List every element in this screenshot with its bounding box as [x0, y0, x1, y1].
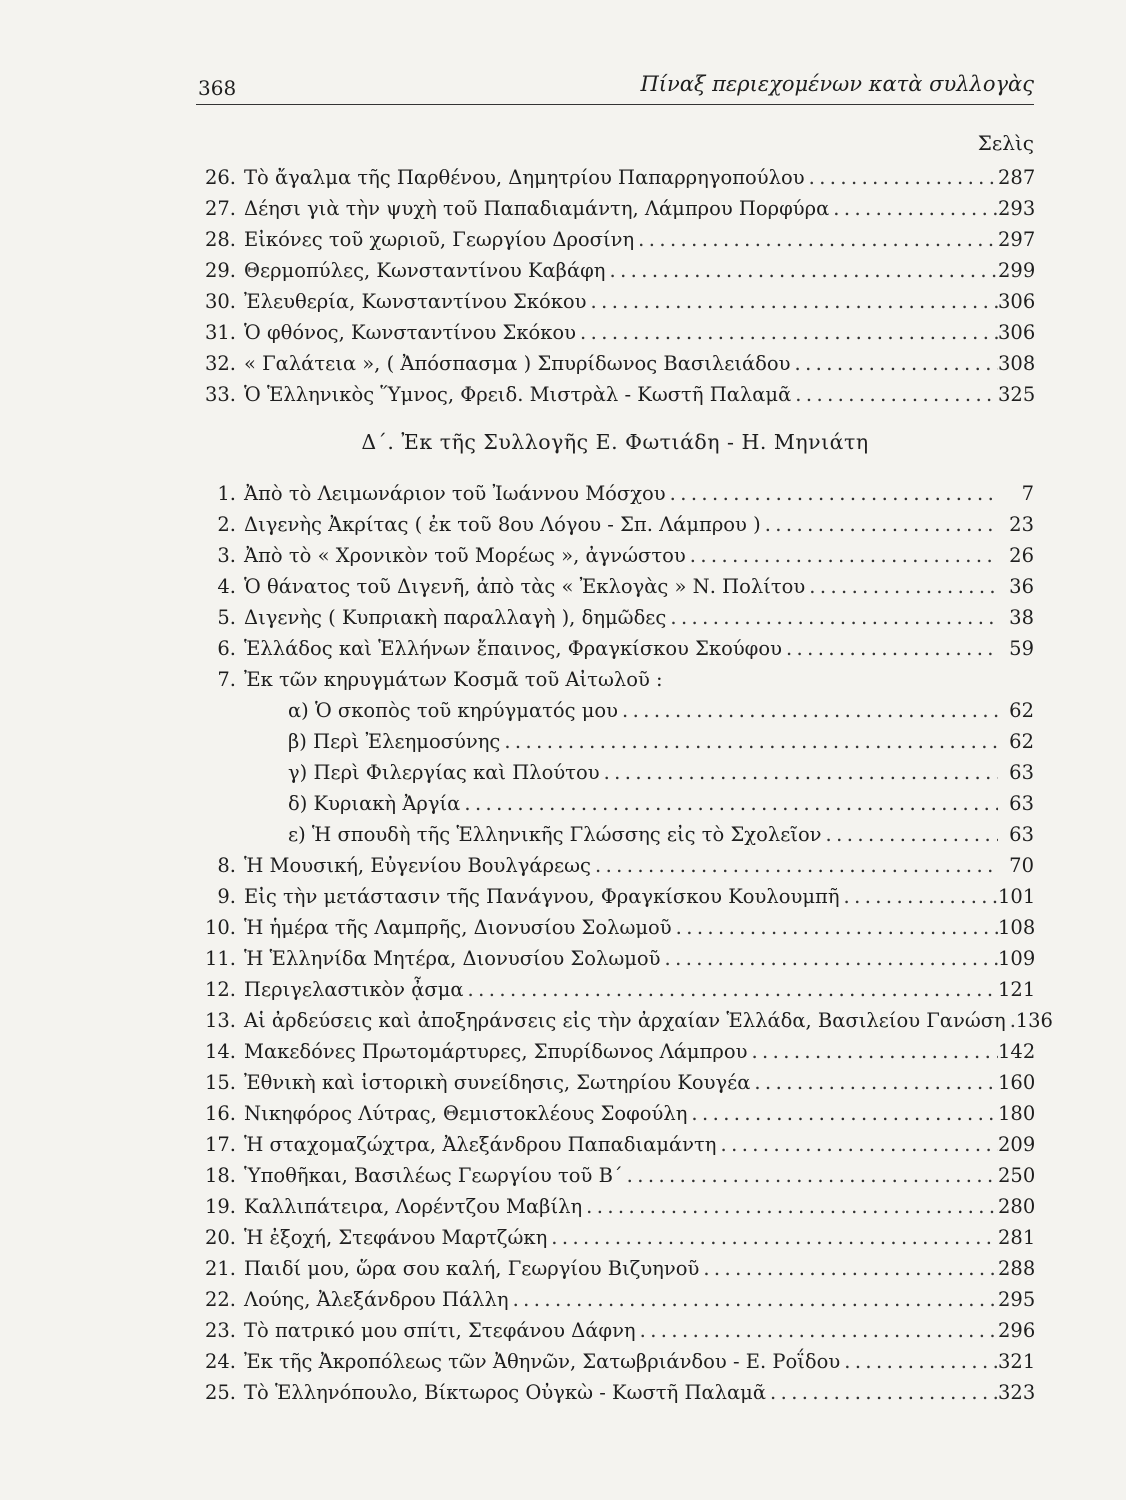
- entry-page: 121: [998, 978, 1036, 1001]
- toc-entry: [196, 1040, 1034, 1071]
- entry-title: Ἑλλάδος καὶ Ἑλλήνων ἔπαινος, Φραγκίσκου Σκούφου: [244, 637, 782, 660]
- entry-title: Θερμοπύλες, Κωνσταντίνου Καβάφη: [244, 259, 606, 282]
- entry-number: 23.: [204, 1319, 236, 1342]
- entry-number: 1.: [217, 482, 236, 505]
- header-rule: [196, 104, 1034, 105]
- dot-leader: [822, 823, 998, 846]
- dot-leader: [591, 854, 998, 877]
- toc-entry: [196, 885, 1034, 916]
- entry-title: Νικηφόρος Λύτρας, Θεμιστοκλέους Σοφούλη: [244, 1102, 688, 1125]
- entry-title: Λούης, Ἀλεξάνδρου Πάλλη: [244, 1288, 509, 1311]
- dot-leader: [686, 544, 998, 567]
- dot-leader: [618, 699, 998, 722]
- entry-page: 26: [1009, 544, 1034, 567]
- dot-leader: [587, 290, 999, 313]
- dot-leader: [623, 1164, 998, 1187]
- entry-title: Ἀπὸ τὸ Λειμωνάριον τοῦ Ἰωάννου Μόσχου: [244, 482, 666, 505]
- toc-entry: [196, 1102, 1034, 1133]
- toc-entry: [196, 606, 1034, 637]
- entry-page: 63: [1009, 792, 1034, 815]
- entry-title: Ὁ φθόνος, Κωνσταντίνου Σκόκου: [244, 321, 577, 344]
- toc-entry: [196, 1071, 1034, 1102]
- toc-entry: [196, 637, 1034, 668]
- entry-page: 306: [998, 321, 1036, 344]
- page-column-label: Σελὶς: [977, 131, 1034, 155]
- entry-page: 297: [998, 228, 1036, 251]
- section-heading: Δ΄. Ἐκ τῆς Συλλογῆς Ε. Φωτιάδη - Η. Μηνιάτη: [361, 430, 869, 454]
- entry-number: 10.: [204, 916, 236, 939]
- entry-title: Εἰς τὴν μετάστασιν τῆς Πανάγνου, Φραγκίσκου Κουλουμπῆ: [244, 885, 840, 908]
- toc-entry: [196, 823, 1034, 854]
- entry-page: 287: [998, 166, 1036, 189]
- entry-number: 30.: [204, 290, 236, 313]
- entry-number: 33.: [204, 383, 236, 406]
- entry-number: 15.: [204, 1071, 236, 1094]
- page-number: 368: [198, 76, 237, 100]
- entry-number: 9.: [217, 885, 236, 908]
- dot-leader: [547, 1226, 998, 1249]
- entry-title: Διγενὴς Ἀκρίτας ( ἐκ τοῦ 8ου Λόγου - Σπ. Λάμπρου ): [244, 513, 761, 536]
- entry-title: Τὸ Ἑλληνόπουλο, Βίκτωρος Οὐγκὼ - Κωστῆ Παλαμᾶ: [244, 1381, 766, 1404]
- dot-leader: [699, 1257, 998, 1280]
- entry-number: 20.: [204, 1226, 236, 1249]
- toc-list-previous: [196, 166, 1034, 414]
- dot-leader: [605, 259, 998, 282]
- entry-number: 7.: [217, 668, 236, 691]
- running-title: Πίναξ περιεχομένων κατὰ συλλογὰς: [640, 72, 1034, 96]
- entry-page: 306: [998, 290, 1036, 313]
- entry-number: 27.: [204, 197, 236, 220]
- entry-title: Ὁ θάνατος τοῦ Διγενῆ, ἀπὸ τὰς « Ἐκλογὰς » Ν. Πολίτου: [244, 575, 806, 598]
- dot-leader: [750, 1071, 998, 1094]
- toc-entry: [196, 854, 1034, 885]
- dot-leader: [840, 885, 998, 908]
- dot-leader: [766, 1381, 998, 1404]
- dot-leader: [582, 1195, 998, 1218]
- entry-page: 63: [1009, 761, 1034, 784]
- entry-page: 180: [998, 1102, 1036, 1125]
- entry-number: 4.: [217, 575, 236, 598]
- entry-title: α) Ὁ σκοπὸς τοῦ κηρύγματός μου: [288, 699, 619, 722]
- toc-entry: [196, 978, 1034, 1009]
- dot-leader: [829, 197, 998, 220]
- entry-title: Δέησι γιὰ τὴν ψυχὴ τοῦ Παπαδιαμάντη, Λάμπρου Πορφύρα: [244, 197, 830, 220]
- entry-title: Μακεδόνες Πρωτομάρτυρες, Σπυρίδωνος Λάμπρου: [244, 1040, 748, 1063]
- entry-number: 28.: [204, 228, 236, 251]
- dot-leader: [600, 761, 998, 784]
- toc-entry: [196, 1009, 1053, 1040]
- entry-page: 323: [998, 1381, 1036, 1404]
- dot-leader: [464, 978, 998, 1001]
- toc-entry: [196, 1133, 1034, 1164]
- dot-leader: [761, 513, 998, 536]
- entry-page: 63: [1009, 823, 1034, 846]
- toc-entry: [196, 352, 1034, 383]
- entry-title: Ὁ Ἑλληνικὸς Ὕμνος, Φρειδ. Μιστρὰλ - Κωστῆ Παλαμᾶ: [244, 383, 792, 406]
- dot-leader: [634, 228, 998, 251]
- entry-page: 293: [998, 197, 1036, 220]
- entry-page: 280: [998, 1195, 1036, 1218]
- entry-page: 160: [998, 1071, 1036, 1094]
- entry-page: 108: [998, 916, 1036, 939]
- entry-number: 25.: [204, 1381, 236, 1404]
- entry-number: 26.: [204, 166, 236, 189]
- toc-entry: [196, 513, 1034, 544]
- dot-leader: [666, 606, 998, 629]
- dot-leader: [782, 637, 998, 660]
- entry-number: 14.: [204, 1040, 236, 1063]
- entry-number: 18.: [204, 1164, 236, 1187]
- entry-title: Ἡ Ἑλληνίδα Μητέρα, Διονυσίου Σολωμοῦ: [244, 947, 661, 970]
- toc-entry: [196, 699, 1034, 730]
- toc-entry: [196, 575, 1034, 606]
- entry-page: 321: [998, 1350, 1036, 1373]
- toc-entry: [196, 1288, 1034, 1319]
- entry-page: 142: [998, 1040, 1036, 1063]
- entry-title: Ἐθνικὴ καὶ ἱστορικὴ συνείδησις, Σωτηρίου Κουγέα: [244, 1071, 751, 1094]
- entry-title: Εἰκόνες τοῦ χωριοῦ, Γεωργίου Δροσίνη: [244, 228, 635, 251]
- entry-number: 8.: [217, 854, 236, 877]
- entry-page: 325: [998, 383, 1036, 406]
- entry-page: 136: [1015, 1009, 1053, 1032]
- dot-leader: [791, 383, 998, 406]
- toc-entry: [196, 947, 1034, 978]
- entry-number: 13.: [204, 1009, 236, 1032]
- entry-page: 70: [1009, 854, 1034, 877]
- entry-title: Ἡ ἐξοχή, Στεφάνου Μαρτζώκη: [244, 1226, 548, 1249]
- entry-number: 5.: [217, 606, 236, 629]
- toc-entry: [196, 1319, 1034, 1350]
- entry-number: 29.: [204, 259, 236, 282]
- entry-number: 2.: [217, 513, 236, 536]
- entry-number: 17.: [204, 1133, 236, 1156]
- entry-title: δ) Κυριακὴ Ἀργία: [288, 792, 461, 815]
- dot-leader: [576, 321, 998, 344]
- entry-page: 296: [998, 1319, 1036, 1342]
- entry-page: 62: [1009, 730, 1034, 753]
- entry-page: 23: [1009, 513, 1034, 536]
- dot-leader: [500, 730, 998, 753]
- entry-page: 7: [1021, 482, 1034, 505]
- toc-entry: [196, 290, 1034, 321]
- entry-number: 12.: [204, 978, 236, 1001]
- entry-number: 6.: [217, 637, 236, 660]
- toc-entry: [196, 1226, 1034, 1257]
- dot-leader: [805, 166, 998, 189]
- dot-leader: [840, 1350, 998, 1373]
- entry-number: 21.: [204, 1257, 236, 1280]
- entry-page: 308: [998, 352, 1036, 375]
- toc-entry: [196, 259, 1034, 290]
- entry-title: Διγενὴς ( Κυπριακὴ παραλλαγὴ ), δημῶδες: [244, 606, 667, 629]
- toc-entry: [196, 482, 1034, 513]
- toc-entry: [196, 544, 1034, 575]
- entry-title: Αἱ ἀρδεύσεις καὶ ἀποξηράνσεις εἰς τὴν ἀρχαίαν Ἑλλάδα, Βασιλείου Γανώση: [244, 1009, 1006, 1032]
- dot-leader: [790, 352, 998, 375]
- entry-number: 22.: [204, 1288, 236, 1311]
- entry-page: 59: [1009, 637, 1034, 660]
- entry-title: ε) Ἡ σπουδὴ τῆς Ἑλληνικῆς Γλώσσης εἰς τὸ Σχολεῖον: [288, 823, 822, 846]
- toc-entry: [196, 197, 1034, 228]
- entry-number: 32.: [204, 352, 236, 375]
- entry-number: 16.: [204, 1102, 236, 1125]
- toc-entry: [196, 321, 1034, 352]
- toc-entry: [196, 166, 1034, 197]
- dot-leader: [672, 916, 998, 939]
- entry-page: 288: [998, 1257, 1036, 1280]
- entry-title: Τὸ πατρικό μου σπίτι, Στεφάνου Δάφνη: [244, 1319, 636, 1342]
- entry-title: Ἡ Μουσική, Εὐγενίου Βουλγάρεως: [244, 854, 591, 877]
- entry-title: Ἐκ τῆς Ἀκροπόλεως τῶν Ἀθηνῶν, Σατωβριάνδου - Ε. Ροΐδου: [244, 1350, 841, 1373]
- dot-leader: [747, 1040, 998, 1063]
- entry-page: 109: [998, 947, 1036, 970]
- entry-title: Ἐκ τῶν κηρυγμάτων Κοσμᾶ τοῦ Αἰτωλοῦ :: [244, 668, 663, 691]
- entry-title: Ἡ ἡμέρα τῆς Λαμπρῆς, Διονυσίου Σολωμοῦ: [244, 916, 672, 939]
- entry-page: 250: [998, 1164, 1036, 1187]
- toc-entry: [196, 228, 1034, 259]
- dot-leader: [717, 1133, 999, 1156]
- entry-page: 295: [998, 1288, 1036, 1311]
- entry-title: Παιδί μου, ὥρα σου καλή, Γεωργίου Βιζυηνοῦ: [244, 1257, 700, 1280]
- entry-number: 24.: [204, 1350, 236, 1373]
- dot-leader: [805, 575, 998, 598]
- entry-title: Ἐλευθερία, Κωνσταντίνου Σκόκου: [244, 290, 587, 313]
- toc-entry: [196, 1381, 1034, 1412]
- toc-entry: [196, 1350, 1034, 1381]
- entry-number: 31.: [204, 321, 236, 344]
- dot-leader: [687, 1102, 998, 1125]
- toc-entry: [196, 1195, 1034, 1226]
- entry-page: 299: [998, 259, 1036, 282]
- toc-entry: [196, 792, 1034, 823]
- entry-page: 36: [1009, 575, 1034, 598]
- entry-title: Ἡ σταχομαζώχτρα, Ἀλεξάνδρου Παπαδιαμάντη: [244, 1133, 717, 1156]
- entry-page: 209: [998, 1133, 1036, 1156]
- dot-leader: [460, 792, 998, 815]
- entry-number: 3.: [217, 544, 236, 567]
- toc-entry: [196, 1164, 1034, 1195]
- entry-number: 19.: [204, 1195, 236, 1218]
- entry-title: Καλλιπάτειρα, Λορέντζου Μαβίλη: [244, 1195, 583, 1218]
- entry-title: Περιγελαστικὸν ᾆσμα: [244, 978, 464, 1001]
- dot-leader: [1006, 1009, 1016, 1032]
- entry-page: 62: [1009, 699, 1034, 722]
- entry-page: 38: [1009, 606, 1034, 629]
- toc-entry: [196, 1257, 1034, 1288]
- entry-page: 281: [998, 1226, 1036, 1249]
- entry-title: « Γαλάτεια », ( Ἀπόσπασμα ) Σπυρίδωνος Βασιλειάδου: [244, 352, 791, 375]
- toc-entry: [196, 668, 1034, 699]
- entry-page: 101: [998, 885, 1036, 908]
- dot-leader: [509, 1288, 998, 1311]
- entry-number: 11.: [204, 947, 236, 970]
- toc-list-section: [196, 482, 1053, 1412]
- toc-entry: [196, 916, 1034, 947]
- toc-entry: [196, 761, 1034, 792]
- dot-leader: [636, 1319, 998, 1342]
- entry-title: Τὸ ἄγαλμα τῆς Παρθένου, Δημητρίου Παπαρρηγοπούλου: [244, 166, 805, 189]
- toc-entry: [196, 730, 1034, 761]
- toc-entry: [196, 383, 1034, 414]
- entry-title: Ἀπὸ τὸ « Χρονικὸν τοῦ Μορέως », ἀγνώστου: [244, 544, 686, 567]
- entry-title: γ) Περὶ Φιλεργίας καὶ Πλούτου: [288, 761, 600, 784]
- entry-title: β) Περὶ Ἐλεημοσύνης: [288, 730, 501, 753]
- dot-leader: [661, 947, 998, 970]
- entry-title: Ὑποθῆκαι, Βασιλέως Γεωργίου τοῦ Β΄: [244, 1164, 623, 1187]
- dot-leader: [666, 482, 998, 505]
